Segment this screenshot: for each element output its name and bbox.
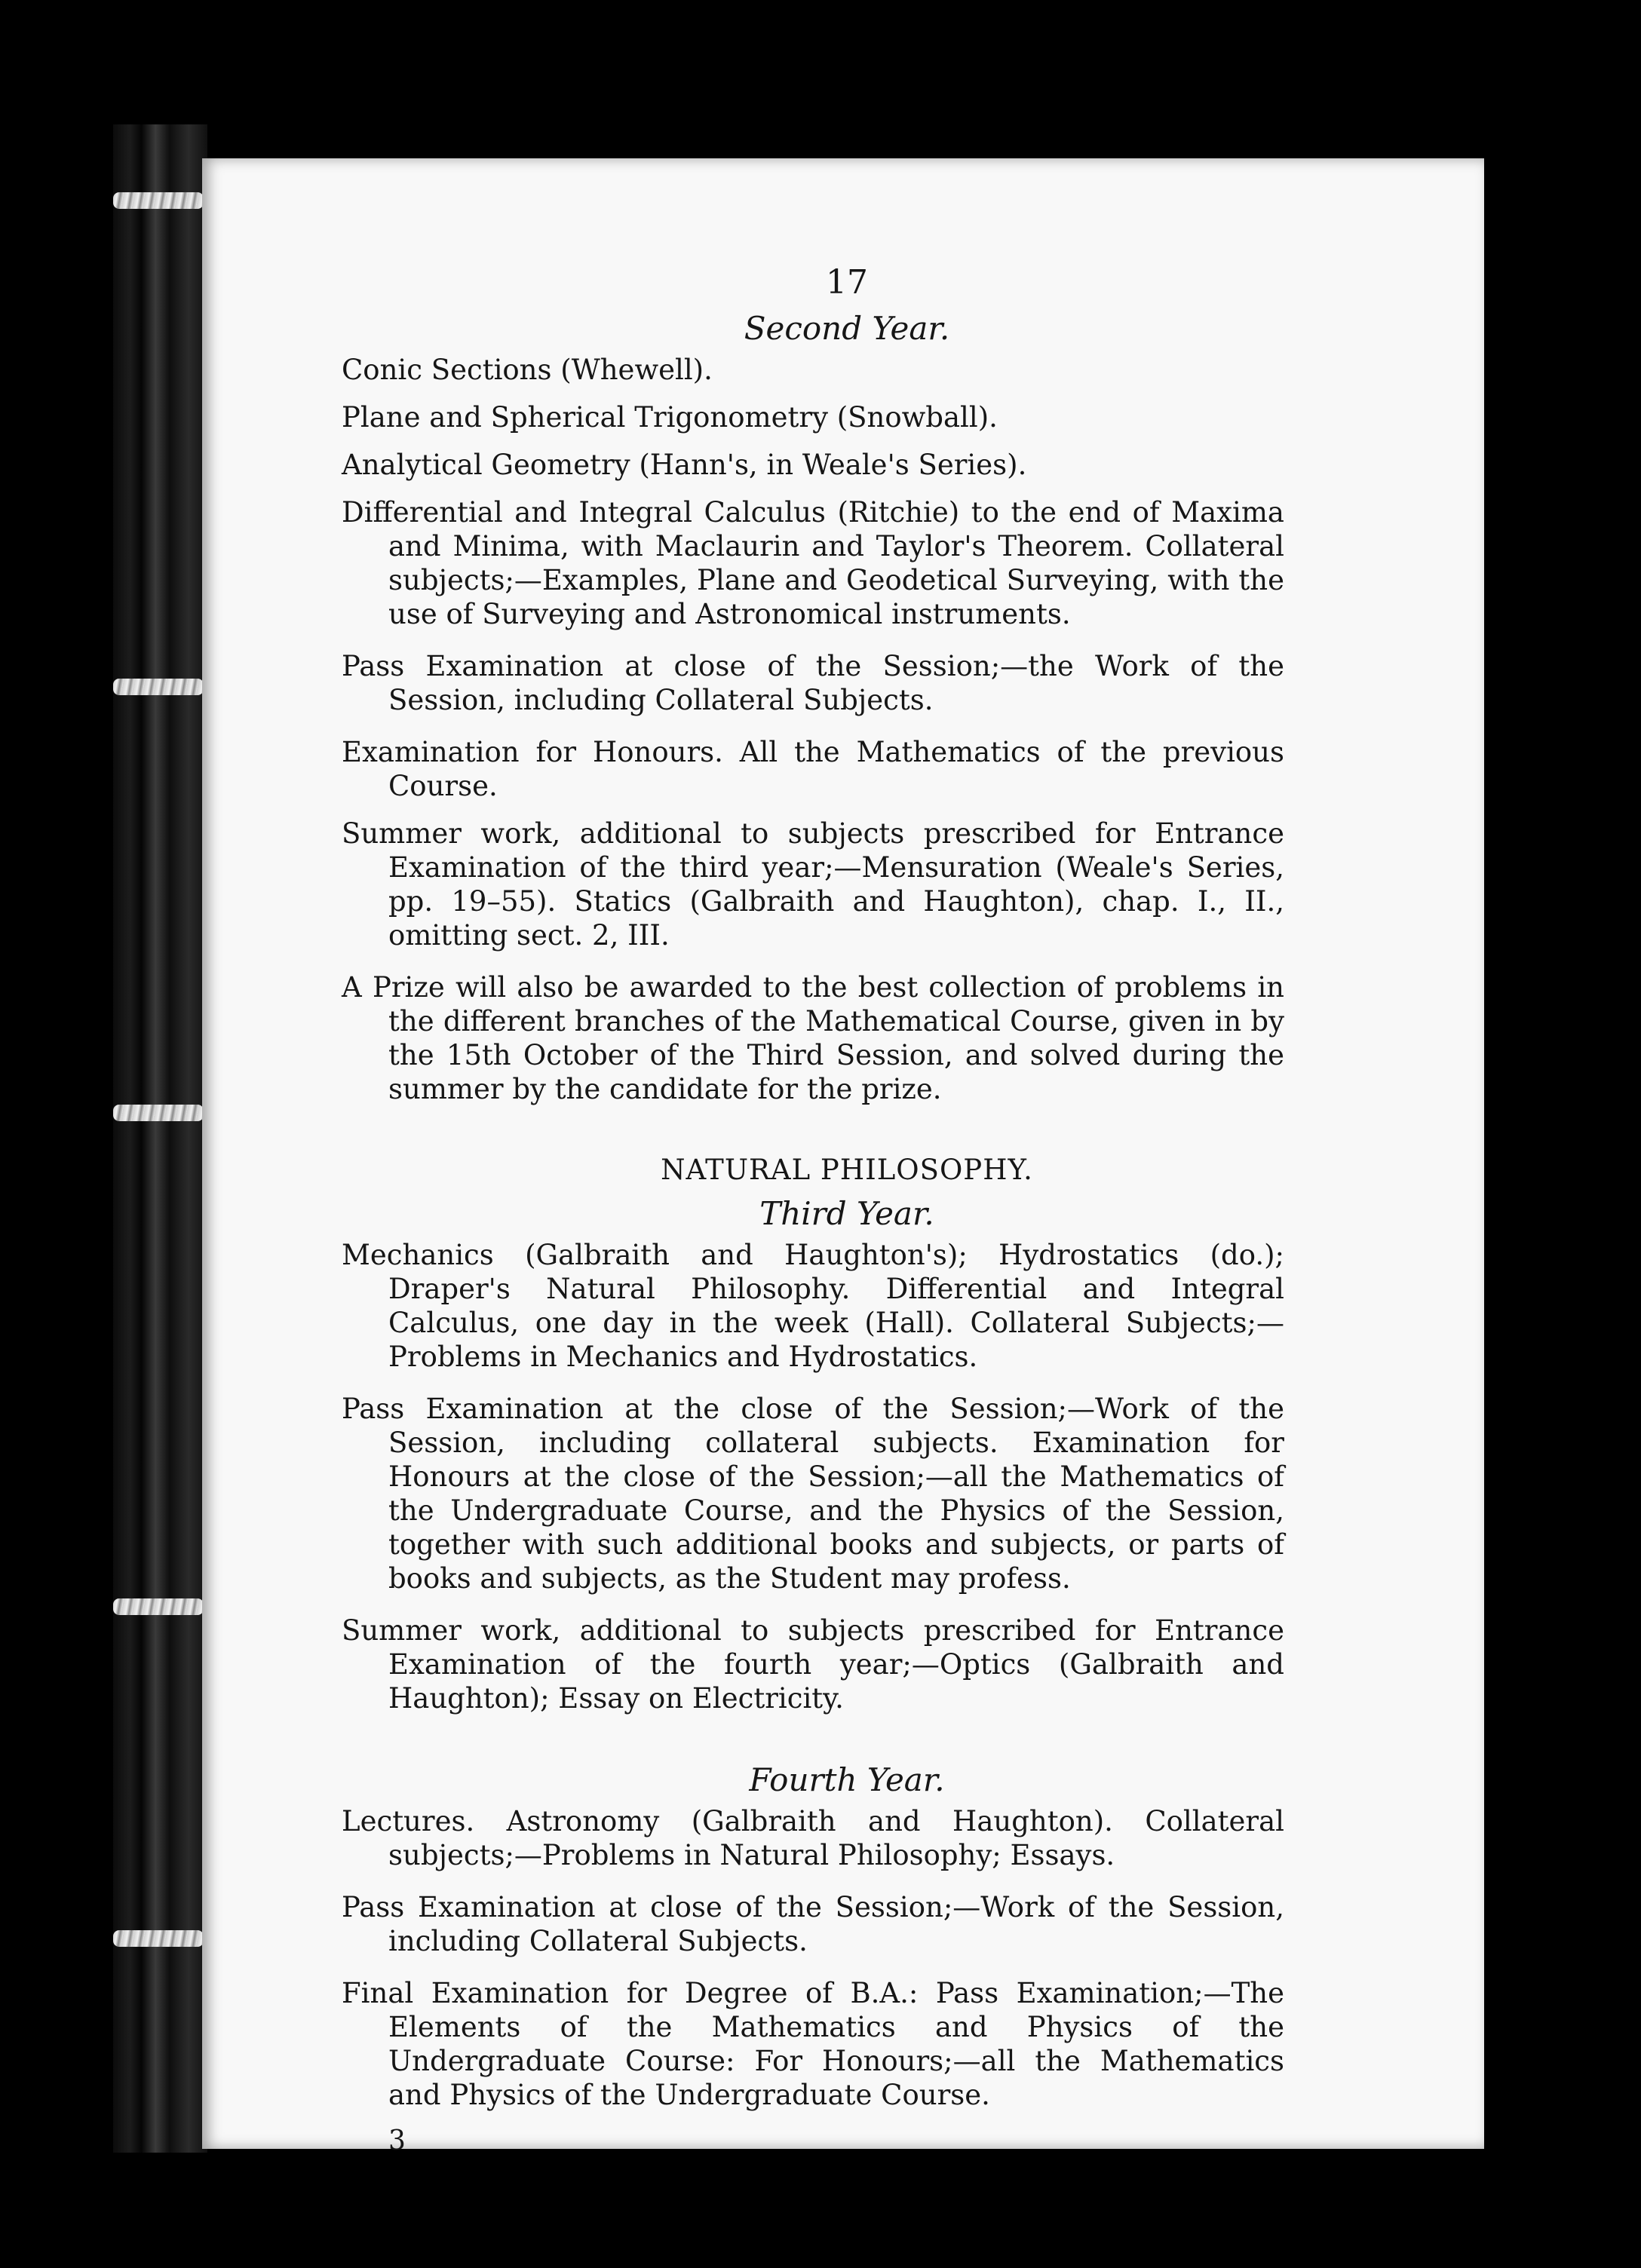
book-binding — [113, 124, 207, 2153]
heading-natural-philosophy: NATURAL PHILOSOPHY. — [661, 1154, 1033, 1186]
paragraph: A Prize will also be awarded to the best collection of problems in the different branches of the Mathematical Course, given in by the 15th October of the Third Session, and solved during the summer by the candidate for the prize. — [342, 971, 1284, 1105]
paragraph: Pass Examination at close of the Session;—Work of the Session, including Collateral Subjects. — [342, 1891, 1284, 1957]
paragraph: Differential and Integral Calculus (Ritchie) to the end of Maxima and Minima, with Maclaurin and Taylor's Theorem. Collateral subjects;—Examples, Plane and Geodetical Surveying, with the use of Surveying and Astronomical instruments. — [342, 496, 1284, 630]
binding-stitch — [113, 1930, 204, 1947]
binding-stitch — [113, 1598, 204, 1615]
paragraph: Pass Examination at close of the Session;—the Work of the Session, including Collateral Subjects. — [342, 650, 1284, 716]
paragraph: Summer work, additional to subjects prescribed for Entrance Examination of the third year;—Mensuration (Weale's Series, pp. 19–55). Statics (Galbraith and Haughton), chap. I., II., omitting sect. 2, III. — [342, 817, 1284, 952]
document-page — [202, 158, 1484, 2156]
heading-fourth-year: Fourth Year. — [749, 1761, 945, 1798]
paragraph: Lectures. Astronomy (Galbraith and Haughton). Collateral subjects;—Problems in Natural Philosophy; Essays. — [342, 1805, 1284, 1871]
signature-mark: 3 — [388, 2125, 406, 2156]
binding-stitch — [113, 192, 204, 209]
paragraph: Final Examination for Degree of B.A.: Pass Examination;—The Elements of the Mathematics and Physics of the Undergraduate Course: For Honours;—all the Mathematics and Physics of the Undergraduate Course. — [342, 1977, 1284, 2111]
binding-stitch — [113, 1105, 204, 1121]
paragraph: Mechanics (Galbraith and Haughton's); Hydrostatics (do.); Draper's Natural Philosophy. Differential and Integral Calculus, one day in the week (Hall). Collateral Subjects;—Problems in Mechanics and Hydrostatics. — [342, 1239, 1284, 1373]
page-number: 17 — [826, 263, 868, 302]
page-content — [342, 264, 1284, 2158]
paragraph: Summer work, additional to subjects prescribed for Entrance Examination of the fourth year;—Optics (Galbraith and Haughton); Essay on Electricity. — [342, 1614, 1284, 1715]
heading-second-year: Second Year. — [744, 310, 950, 347]
paragraph: Analytical Geometry (Hann's, in Weale's Series). — [342, 449, 1027, 481]
paragraph: Examination for Honours. All the Mathematics of the previous Course. — [342, 736, 1284, 802]
paragraph: Plane and Spherical Trigonometry (Snowball). — [342, 401, 998, 434]
paragraph: Conic Sections (Whewell). — [342, 354, 713, 386]
paragraph: Pass Examination at the close of the Session;—Work of the Session, including collateral subjects. Examination for Honours at the close of the Session;—all the Mathematics of the Undergraduate Course, and the Physics of the Session, together with such additional books and subjects, or parts of books and subjects, as the Student may profess. — [342, 1393, 1284, 1595]
binding-stitch — [113, 679, 204, 695]
heading-third-year: Third Year. — [759, 1195, 934, 1232]
